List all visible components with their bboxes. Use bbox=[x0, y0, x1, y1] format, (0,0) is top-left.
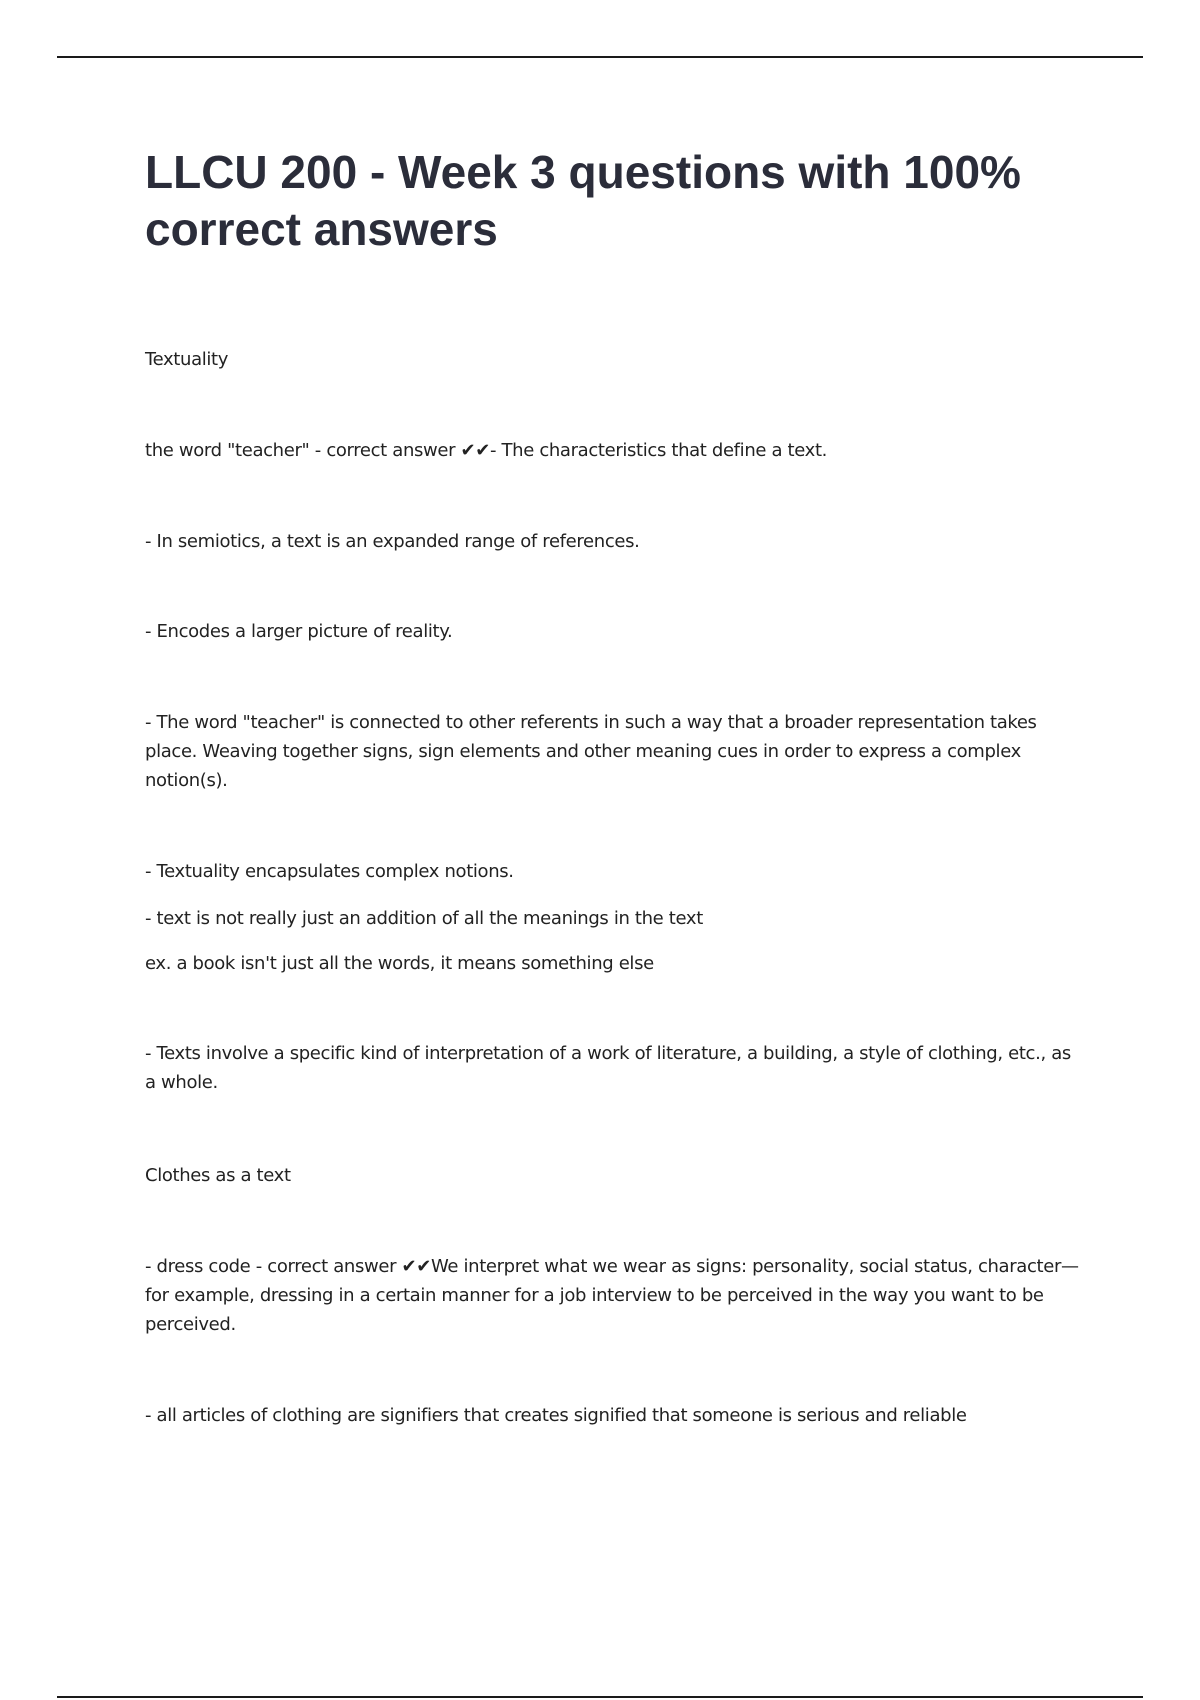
top-rule bbox=[57, 56, 1143, 58]
answer-line: - all articles of clothing are signifiers that creates signified that someone is serious and reliable bbox=[145, 1405, 967, 1426]
document-title: LLCU 200 - Week 3 questions with 100% correct answers bbox=[145, 146, 1021, 255]
answer-line: - text is not really just an addition of all the meanings in the text bbox=[145, 908, 703, 929]
answer-line: - In semiotics, a text is an expanded range of references. bbox=[145, 531, 640, 552]
bottom-rule bbox=[57, 1696, 1143, 1698]
answer-line: - Encodes a larger picture of reality. bbox=[145, 621, 453, 642]
question-term-textuality: Textuality bbox=[145, 349, 229, 370]
answer-line: - Textuality encapsulates complex notions. bbox=[145, 861, 514, 882]
question-term-clothes: Clothes as a text bbox=[145, 1165, 291, 1186]
answer-line: - dress code - correct answer ✔✔We interpret what we wear as signs: personality, social status, character—for example, dressing in a certain manner for a job interview to be perceived in the way you want to be perceived. bbox=[145, 1256, 1079, 1335]
answer-line: the word "teacher" - correct answer ✔✔- The characteristics that define a text. bbox=[145, 440, 828, 461]
answer-line: - The word "teacher" is connected to other referents in such a way that a broader representation takes place. Weaving together signs, sign elements and other meaning cues in order to express a complex notion(s). bbox=[145, 712, 1037, 791]
answer-line: ex. a book isn't just all the words, it means something else bbox=[145, 953, 654, 974]
answer-line: - Texts involve a specific kind of interpretation of a work of literature, a building, a style of clothing, etc., as a whole. bbox=[145, 1043, 1071, 1093]
